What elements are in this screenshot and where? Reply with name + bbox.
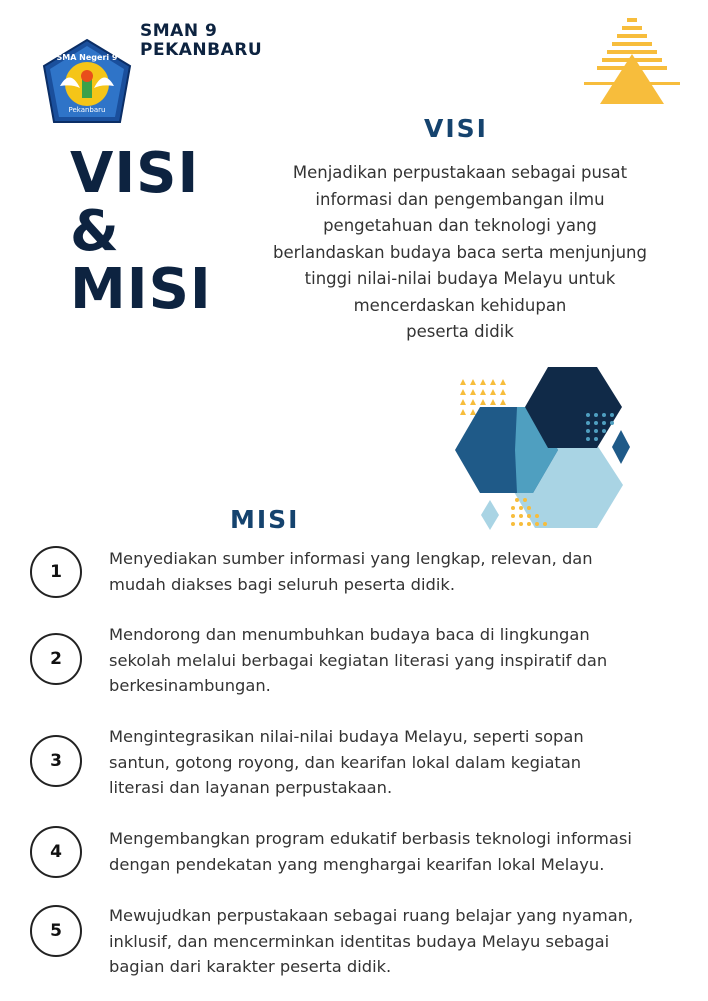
visi-line: berlandaskan budaya baca serta menjunjung <box>273 242 647 262</box>
misi-line: inklusif, dan mencerminkan identitas budaya Melayu sebagai <box>109 931 610 951</box>
misi-line: Menyediakan sumber informasi yang lengkap, relevan, dan <box>109 549 593 568</box>
misi-heading: MISI <box>230 505 300 534</box>
school-name-line2: PEKANBARU <box>140 40 263 60</box>
visi-statement <box>250 160 670 346</box>
misi-text <box>109 903 689 980</box>
misi-text <box>109 546 689 597</box>
visi-line: peserta didik <box>406 322 514 341</box>
visi-line: informasi dan pengembangan ilmu <box>315 189 605 209</box>
misi-line: sekolah melalui berbagai kegiatan literasi yang inspiratif dan <box>109 650 608 670</box>
misi-line: mudah diakses bagi seluruh peserta didik. <box>109 574 456 594</box>
misi-number: 4 <box>30 826 82 878</box>
title-line-visi: VISI <box>70 141 200 206</box>
misi-text <box>109 826 689 877</box>
misi-text <box>109 622 689 699</box>
misi-item <box>30 903 690 980</box>
visi-line: Menjadikan perpustakaan sebagai pusat <box>292 163 628 182</box>
misi-line: literasi dan layanan perpustakaan. <box>109 778 393 797</box>
misi-line: berkesinambungan. <box>109 676 271 695</box>
misi-line: bagian dari karakter peserta didik. <box>109 957 392 976</box>
misi-line: Mengintegrasikan nilai-nilai budaya Melayu, seperti sopan <box>109 727 584 746</box>
misi-line: Mewujudkan perpustakaan sebagai ruang belajar yang nyaman, <box>109 906 634 925</box>
misi-number: 2 <box>30 633 82 685</box>
misi-number: 1 <box>30 546 82 598</box>
hexagon-decoration <box>455 365 635 535</box>
logo-text-top: SMA Negeri 9 <box>56 53 118 62</box>
visi-line: tinggi nilai-nilai budaya Melayu untuk <box>304 269 616 288</box>
title-line-ampersand: & <box>70 199 120 264</box>
title-line-misi: MISI <box>70 257 212 322</box>
diamond-light <box>481 500 499 530</box>
pyramid-decoration <box>584 18 680 106</box>
visi-line: pengetahuan dan teknologi yang <box>323 216 597 235</box>
diamond-navy <box>612 430 630 464</box>
school-name <box>140 22 262 60</box>
misi-line: santun, gotong royong, dan kearifan lokal dalam kegiatan <box>109 752 582 772</box>
misi-text <box>109 724 689 801</box>
misi-item <box>30 546 690 598</box>
misi-item <box>30 826 690 878</box>
school-logo <box>40 38 135 128</box>
misi-number: 5 <box>30 905 82 957</box>
page-title <box>70 141 212 322</box>
misi-line: Mendorong dan menumbuhkan budaya baca di lingkungan <box>109 625 590 644</box>
school-name-line1: SMAN 9 <box>140 21 218 41</box>
misi-line: dengan pendekatan yang menghargai kearifan lokal Melayu. <box>109 854 605 874</box>
visi-line: mencerdaskan kehidupan <box>353 295 567 315</box>
logo-text-bottom: Pekanbaru <box>68 106 106 114</box>
misi-item <box>30 622 690 699</box>
misi-item <box>30 724 690 801</box>
misi-number: 3 <box>30 735 82 787</box>
visi-heading: VISI <box>424 114 488 143</box>
misi-line: Mengembangkan program edukatif berbasis teknologi informasi <box>109 829 632 848</box>
